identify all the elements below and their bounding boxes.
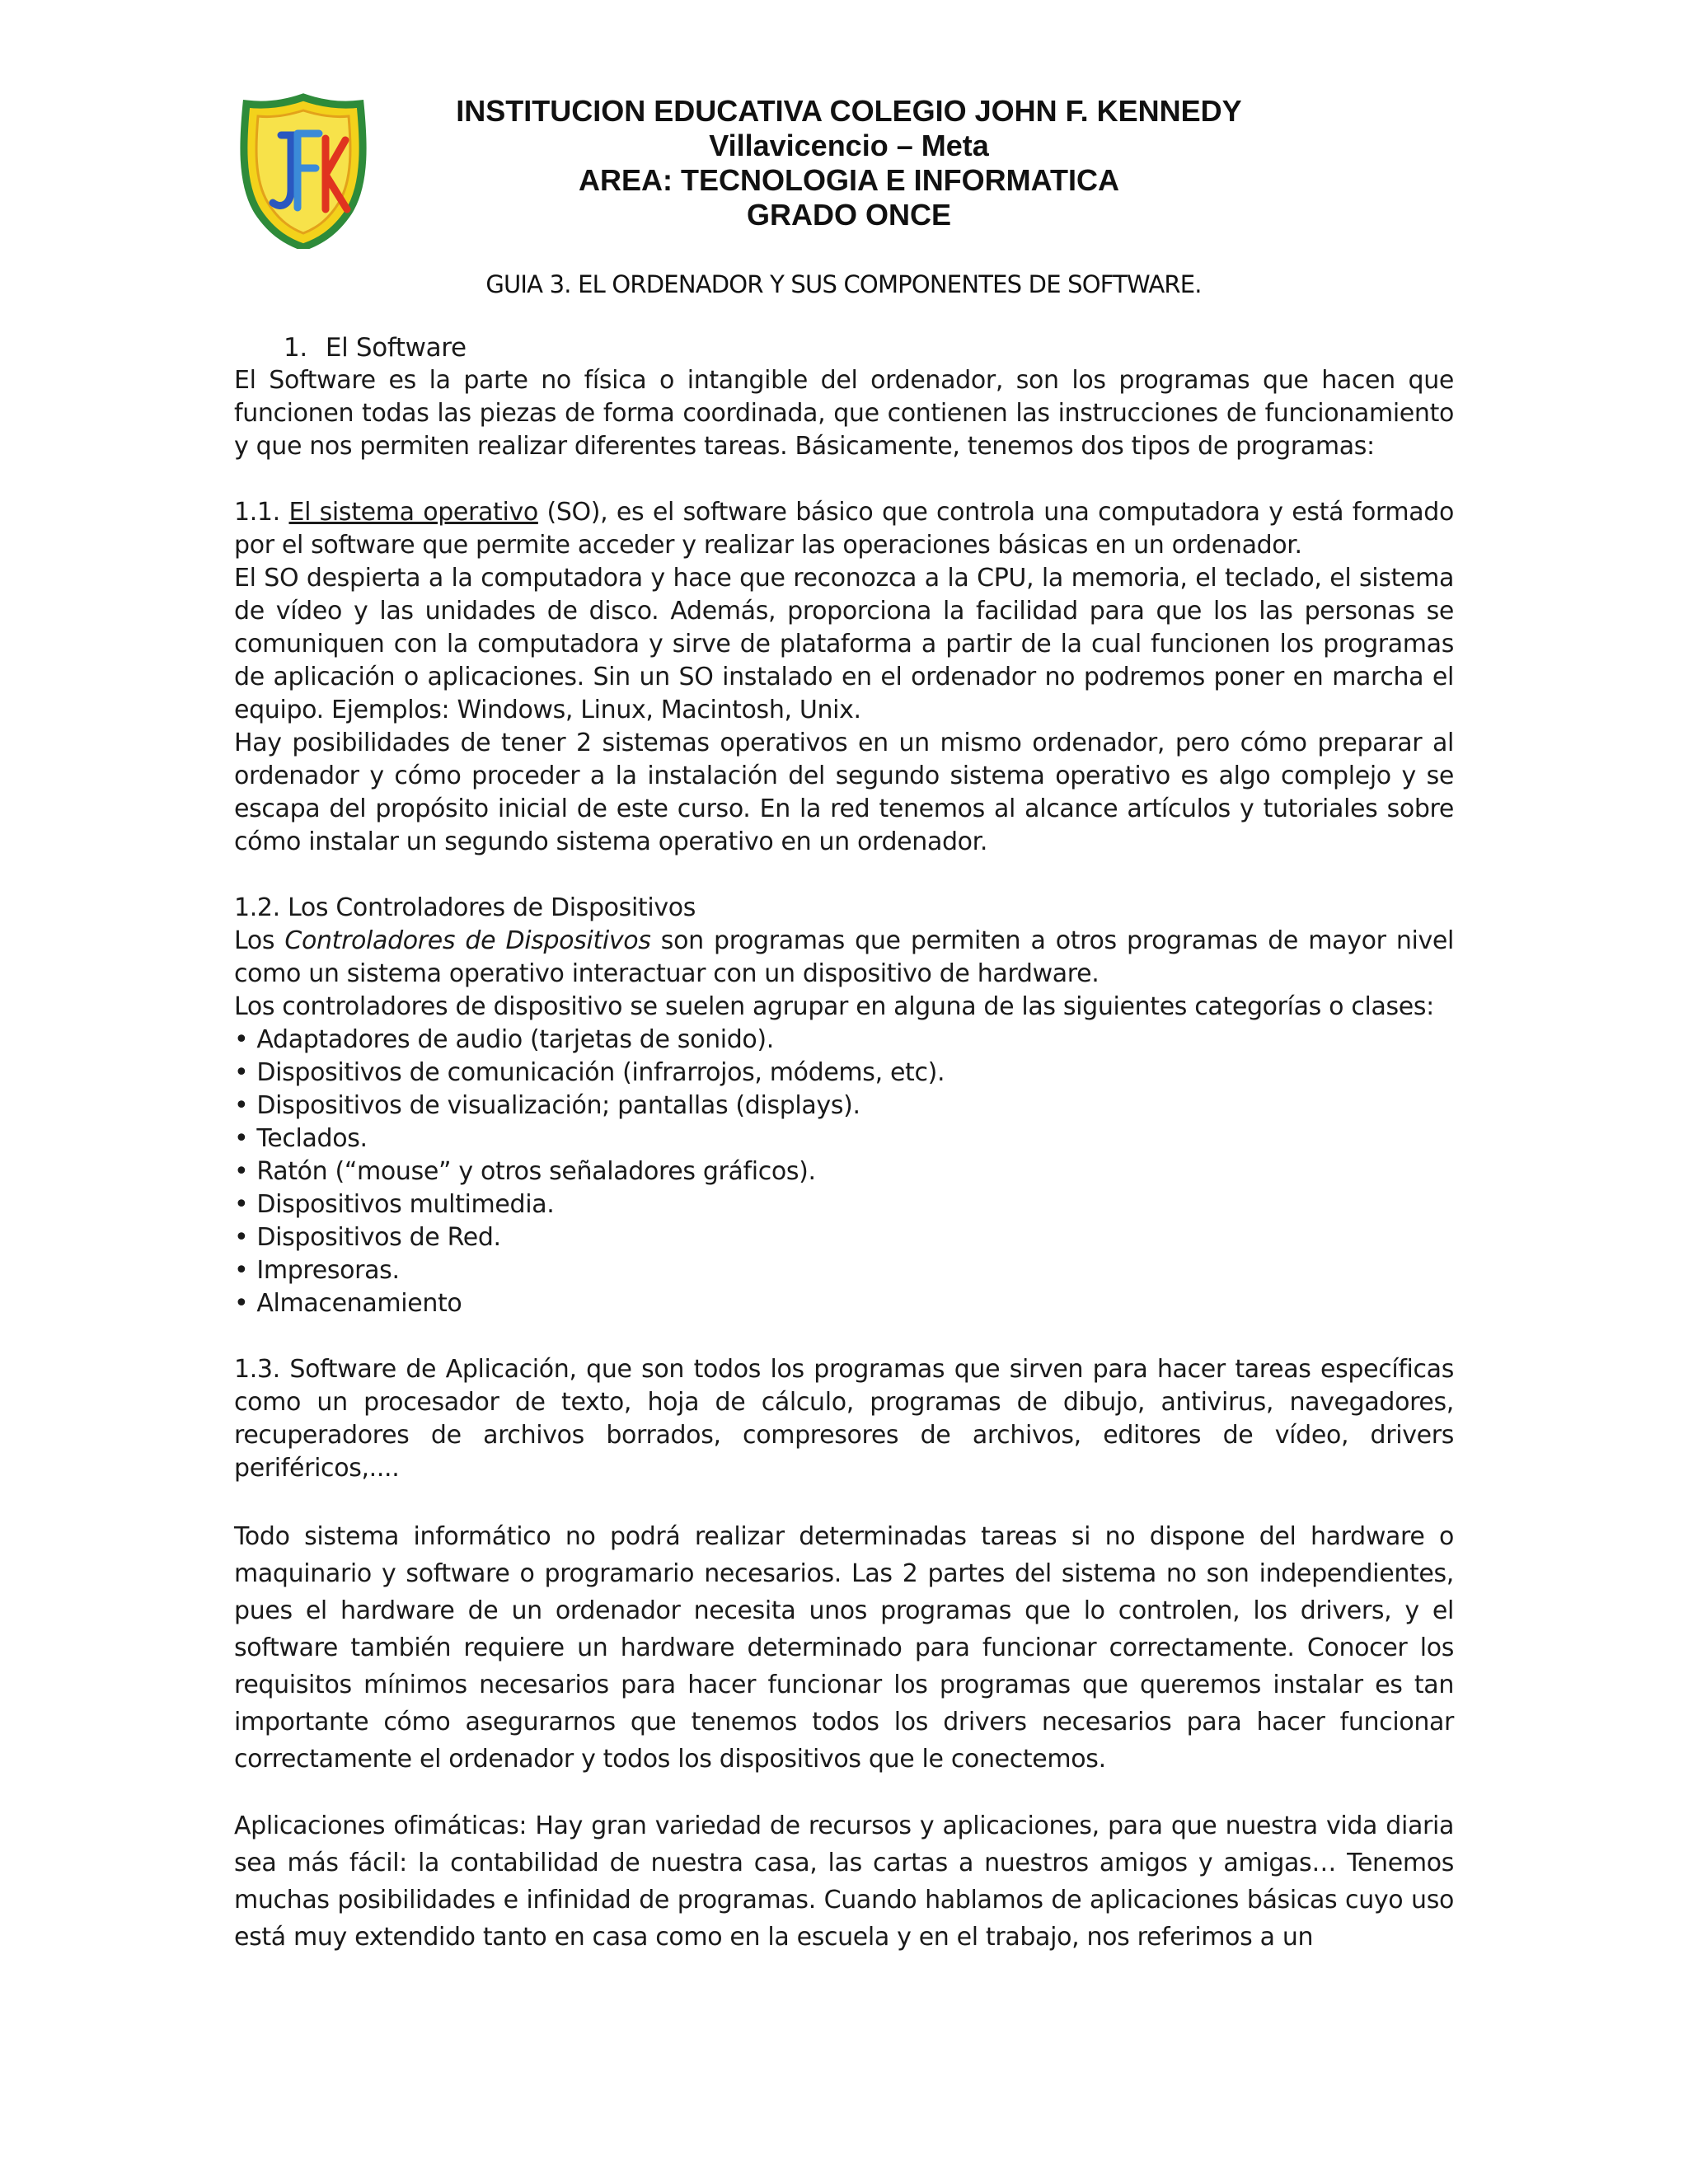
bullet-icon: •	[234, 1157, 249, 1186]
section-1-2-paragraph-2: Los controladores de dispositivo se suelen agrupar en alguna de las siguientes categorías o clases:	[234, 992, 1434, 1021]
section-1-1-text: , es el software básico que controla una computadora y está formado por el software que permite acceder y realizar las operaciones básicas en un ordenador.	[234, 498, 1455, 560]
section-1-2-paragraph	[234, 925, 1454, 991]
section-1-3-number: 1.3.	[234, 1355, 280, 1384]
section-1-3-text: , que son todos los programas que sirven para hacer tareas específicas como un procesador de texto, hoja de cálculo, programas de dibujo, antivirus, navegadores, recuperadores de archivos borrados, compresores de archivos, editores de vídeo, drivers periféricos,....	[234, 1355, 1454, 1483]
section-1-1-abbr: (SO)	[546, 498, 601, 527]
office-apps-term: Aplicaciones ofimáticas	[234, 1811, 519, 1840]
section-1-1-paragraph	[234, 496, 1454, 562]
bullet-icon: •	[234, 1025, 249, 1054]
grade-level: GRADO ONCE	[746, 198, 951, 232]
institution-header	[272, 94, 1426, 232]
section-1-1-term: El sistema operativo	[288, 498, 538, 527]
institution-name: INSTITUCION EDUCATIVA COLEGIO JOHN F. KENNEDY	[456, 94, 1242, 128]
section-1-3-term: Software de Aplicación	[289, 1355, 570, 1384]
bullet-icon: •	[234, 1124, 249, 1153]
bullet-icon: •	[234, 1091, 249, 1120]
list-item: • Impresoras.	[234, 1256, 400, 1285]
bullet-icon: •	[234, 1289, 249, 1318]
list-item: • Almacenamiento	[234, 1289, 462, 1318]
section-1-1-paragraph-3: Hay posibilidades de tener 2 sistemas operativos en un mismo ordenador, pero cómo preparar al ordenador y cómo proceder a la instalación del segundo sistema operativo es algo complejo y se escapa del propósito inicial de este curso. En la red tenemos al alcance artículos y tutoriales sobre cómo instalar un segundo sistema operativo en un ordenador.	[234, 729, 1454, 856]
section-1-2-text-end: son programas que permiten a otros programas de mayor nivel como un sistema operativo interactuar con un dispositivo de hardware.	[234, 926, 1454, 988]
bullet-icon: •	[234, 1190, 249, 1219]
section-1-title: El Software	[325, 333, 467, 363]
subject-area: AREA: TECNOLOGIA E INFORMATICA	[579, 163, 1119, 197]
section-1-number: 1.	[284, 333, 307, 363]
list-item: • Adaptadores de audio (tarjetas de sonido).	[234, 1025, 774, 1054]
bullet-icon: •	[234, 1223, 249, 1252]
list-item: • Teclados.	[234, 1124, 368, 1153]
section-1-heading	[234, 331, 1454, 364]
bullet-icon: •	[234, 1256, 249, 1285]
list-item: • Dispositivos multimedia.	[234, 1190, 555, 1219]
section-1-2-text-start: Los	[234, 926, 285, 955]
guide-title: GUIA 3. EL ORDENADOR Y SUS COMPONENTES DE SOFTWARE.	[485, 270, 1202, 298]
list-item: • Dispositivos de visualización; pantallas (displays).	[234, 1091, 860, 1120]
section-1-2-heading: 1.2. Los Controladores de Dispositivos	[234, 893, 696, 922]
list-item: • Ratón (“mouse” y otros señaladores gráficos).	[234, 1157, 816, 1186]
crest-letters: JFK	[233, 92, 235, 93]
document-body	[234, 331, 1454, 1956]
device-category-list	[234, 1024, 1454, 1320]
office-apps-paragraph	[234, 1807, 1454, 1956]
list-item: • Dispositivos de Red.	[234, 1223, 501, 1252]
section-1-1-number: 1.1.	[234, 498, 280, 527]
system-paragraph: Todo sistema informático no podrá realizar determinadas tareas si no dispone del hardware o maquinario y software o programario necesarios. Las 2 partes del sistema no son independientes, pues el hardware de un ordenador necesita unos programas que lo controlen, los drivers, y el software también requiere un hardware determinado para funcionar correctamente. Conocer los requisitos mínimos necesarios para hacer funcionar los programas que queremos instalar es tan importante cómo asegurarnos que tenemos todos los drivers necesarios para hacer funcionar correctamente el ordenador y todos los dispositivos que le conectemos.	[234, 1522, 1454, 1774]
section-1-3-paragraph	[234, 1353, 1454, 1485]
institution-city: Villavicencio – Meta	[709, 129, 989, 162]
section-1-2-term: Controladores de Dispositivos	[284, 926, 651, 955]
office-apps-text: : Hay gran variedad de recursos y aplicaciones, para que nuestra vida diaria sea más fácil: la contabilidad de nuestra casa, las cartas a nuestros amigos y amigas… Tenemos muchas posibilidades e infinidad de programas. Cuando hablamos de aplicaciones básicas cuyo uso está muy extendido tanto en casa como en la escuela y en el trabajo, nos referimos a un	[234, 1811, 1454, 1952]
section-1-intro: El Software es la parte no física o intangible del ordenador, son los programas que hacen que funcionen todas las piezas de forma coordinada, que contienen las instrucciones de funcionamiento y que nos permiten realizar diferentes tareas. Básicamente, tenemos dos tipos de programas:	[234, 366, 1454, 461]
section-1-1-paragraph-2: El SO despierta a la computadora y hace que reconozca a la CPU, la memoria, el teclado, el sistema de vídeo y las unidades de disco. Además, proporciona la facilidad para que los las personas se comuniquen con la computadora y sirve de plataforma a partir de la cual funcionen los programas de aplicación o aplicaciones. Sin un SO instalado en el ordenador no podremos poner en marcha el equipo. Ejemplos: Windows, Linux, Macintosh, Unix.	[234, 564, 1454, 724]
bullet-icon: •	[234, 1058, 249, 1087]
list-item: • Dispositivos de comunicación (infrarrojos, módems, etc).	[234, 1058, 945, 1087]
